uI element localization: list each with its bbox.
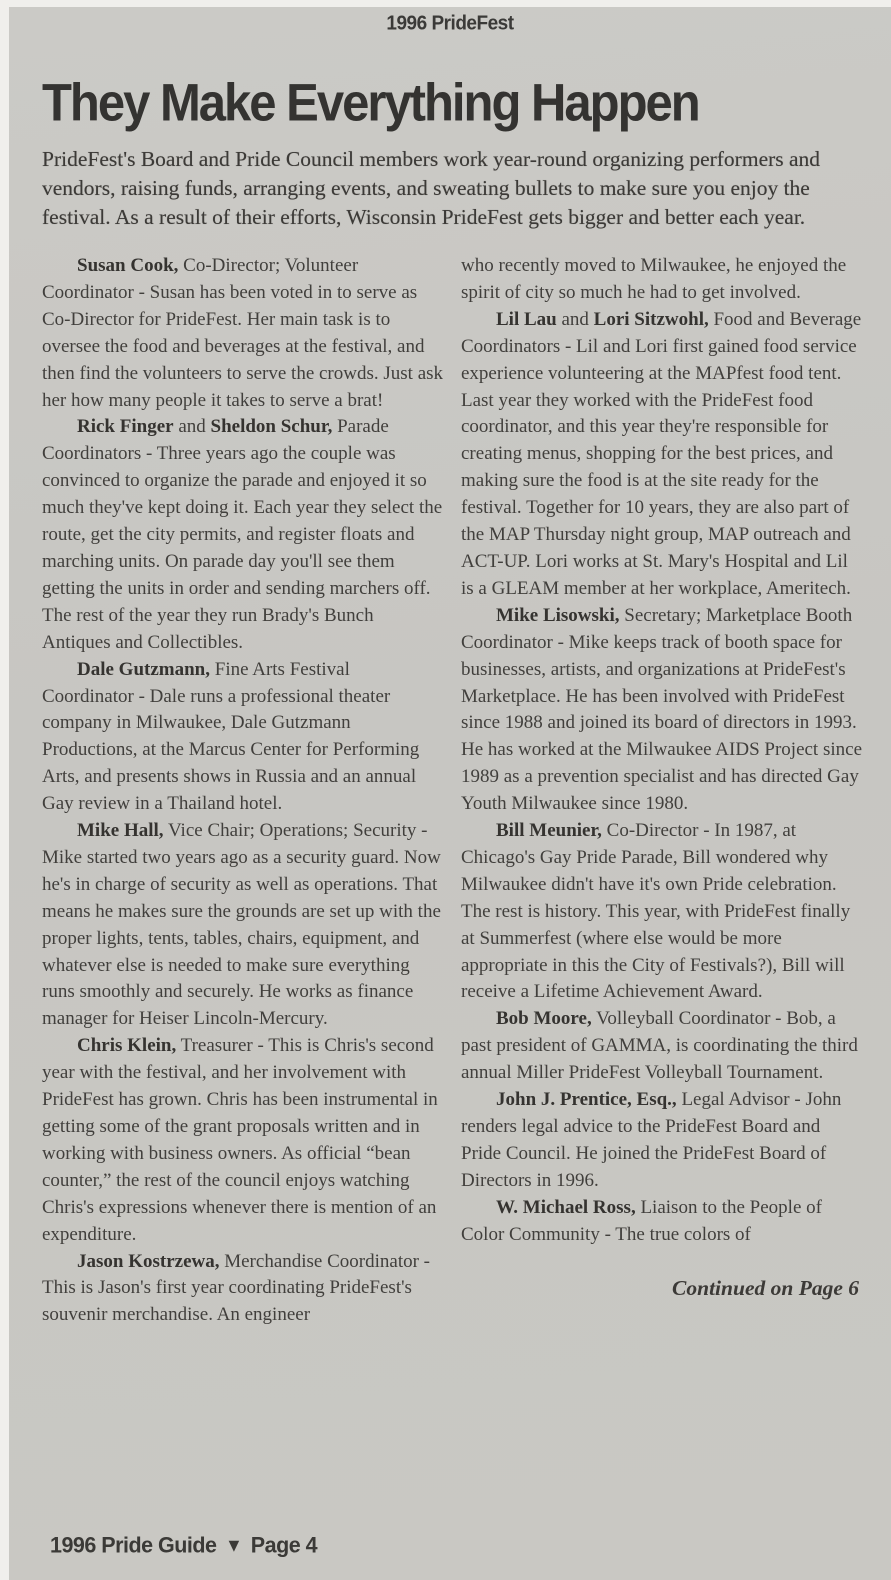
paragraph-text: Liaison to the People of Color Community - The true colors of: [461, 1196, 822, 1245]
person-name: Bill Meunier,: [496, 820, 602, 842]
person-name: Dale Gutzmann,: [77, 658, 210, 680]
scanned-page: [9, 7, 891, 1580]
body-paragraph: [42, 818, 444, 1033]
person-name: Rick Finger: [77, 416, 174, 438]
body-paragraph: [461, 1006, 863, 1087]
paragraph-text: Co-Director; Volunteer Coordinator - Susan has been voted in to serve as Co-Director for PrideFest. Her main task is to oversee the food and beverages at the festival, and then find the volunteers to serve the crowds. Just ask her how many people it takes to serve a brat!: [42, 255, 444, 411]
footer-guide-label: 1996 Pride Guide: [50, 1532, 217, 1558]
right-column-paragraphs: [461, 253, 863, 1249]
body-paragraph: [461, 818, 863, 1006]
body-paragraph: [461, 253, 863, 307]
continued-on-page-note: Continued on Page 6: [672, 1275, 859, 1300]
paragraph-text: Volleyball Coordinator - Bob, a past president of GAMMA, is coordinating the third annual Miller PrideFest Volleyball Tournament.: [461, 1008, 858, 1084]
triangle-down-icon: ▼: [224, 1534, 243, 1556]
body-paragraph: [42, 253, 444, 414]
paragraph-text: Vice Chair; Operations; Security - Mike started two years ago as a security guard. Now he's in charge of security as well as operations. That means he makes sure the grounds are set up with the proper lights, tents, tables, chairs, equipment, and whatever else is needed to make sure everything runs smoothly and securely. He works as finance manager for Heiser Lincoln-Mercury.: [42, 820, 441, 1030]
paragraph-text: Secretary; Marketplace Booth Coordinator - Mike keeps track of booth space for businesses, artists, and organizations at PrideFest's Marketplace. He has been involved with PrideFest since 1988 and joined its board of directors in 1993. He has worked at the Milwaukee AIDS Project since 1989 as a prevention specialist and has directed Gay Youth Milwaukee since 1980.: [461, 604, 863, 815]
right-column: [461, 253, 863, 1329]
left-column: [42, 253, 444, 1329]
person-name: Chris Klein,: [77, 1035, 177, 1057]
article-intro: PrideFest's Board and Pride Council members work year-round organizing performers and vendors, raising funds, arranging events, and sweating bullets to make sure you enjoy the festival. As a result of their efforts, Wisconsin PrideFest gets bigger and better each year.: [42, 147, 821, 229]
person-name: Lil Lau: [496, 308, 557, 330]
person-name: Lori Sitzwohl,: [593, 308, 709, 330]
person-name: Mike Lisowski,: [496, 604, 620, 626]
person-name: Susan Cook,: [77, 255, 179, 276]
body-paragraph: [461, 1195, 863, 1249]
body-paragraph: [461, 1087, 863, 1195]
person-name: Mike Hall,: [77, 820, 164, 842]
paragraph-text: Co-Director - In 1987, at Chicago's Gay Pride Parade, Bill wondered why Milwaukee didn't have it's own Pride celebration. The rest is history. This year, with PrideFest finally at Summerfest (where else would be more appropriate in this the City of Festivals?), Bill will receive a Lifetime Achievement Award.: [461, 820, 851, 1003]
paragraph-text: who recently moved to Milwaukee, he enjoyed the spirit of city so much he had to get involved.: [461, 255, 847, 303]
person-name: John J. Prentice, Esq.,: [496, 1089, 677, 1111]
body-paragraph: [461, 307, 863, 603]
paragraph-text: and: [556, 308, 594, 330]
two-column-body: [42, 253, 863, 1329]
left-column-paragraphs: [42, 253, 444, 1329]
body-paragraph: [42, 414, 444, 656]
paragraph-text: and: [173, 416, 211, 438]
body-paragraph: [461, 603, 863, 818]
person-name: Jason Kostrzewa,: [77, 1250, 220, 1272]
paragraph-text: Merchandise Coordinator - This is Jason's first year coordinating PrideFest's souvenir merchandise. An engineer: [42, 1250, 431, 1326]
footer-page-number: Page 4: [250, 1532, 318, 1558]
body-paragraph: [42, 657, 444, 818]
page-running-header: 1996 PrideFest: [386, 12, 514, 35]
person-name: Sheldon Schur,: [210, 416, 333, 438]
person-name: Bob Moore,: [496, 1008, 592, 1030]
paragraph-text: Parade Coordinators - Three years ago the couple was convinced to organize the parade and enjoyed it so much they've kept doing it. Each year they select the route, get the city permits, and register floats and marching units. On parade day you'll see them getting the units in order and sending marchers off. The rest of the year they run Brady's Bunch Antiques and Collectibles.: [42, 416, 443, 653]
body-paragraph: [42, 1249, 444, 1330]
body-paragraph: [42, 1033, 444, 1248]
page-footer: [50, 1532, 317, 1558]
article-title: They Make Everything Happen: [42, 74, 699, 133]
paragraph-text: Fine Arts Festival Coordinator - Dale runs a professional theater company in Milwaukee, Dale Gutzmann Productions, at the Marcus Center for Performing Arts, and presents shows in Russia and an annual Gay review in a Thailand hotel.: [42, 658, 420, 815]
person-name: W. Michael Ross,: [496, 1196, 636, 1218]
paragraph-text: Treasurer - This is Chris's second year with the festival, and her involvement with PrideFest has grown. Chris has been instrumental in getting some of the grant proposals written and in working with business owners. As official “bean counter,” the rest of the council enjoys watching Chris's expressions whenever there is mention of an expenditure.: [42, 1035, 438, 1245]
paragraph-text: Legal Advisor - John renders legal advice to the PrideFest Board and Pride Council. He joined the PrideFest Board of Directors in 1996.: [461, 1089, 842, 1191]
paragraph-text: Food and Beverage Coordinators - Lil and Lori first gained food service experience volunteering at the MAPfest food tent. Last year they worked with the PrideFest food coordinator, and this year they're responsible for creating menus, shopping for the best prices, and making sure the food is at the site ready for the festival. Together for 10 years, they are also part of the MAP Thursday night group, MAP outreach and ACT-UP. Lori works at St. Mary's Hospital and Lil is a GLEAM member at her workplace, Ameritech.: [461, 308, 862, 599]
